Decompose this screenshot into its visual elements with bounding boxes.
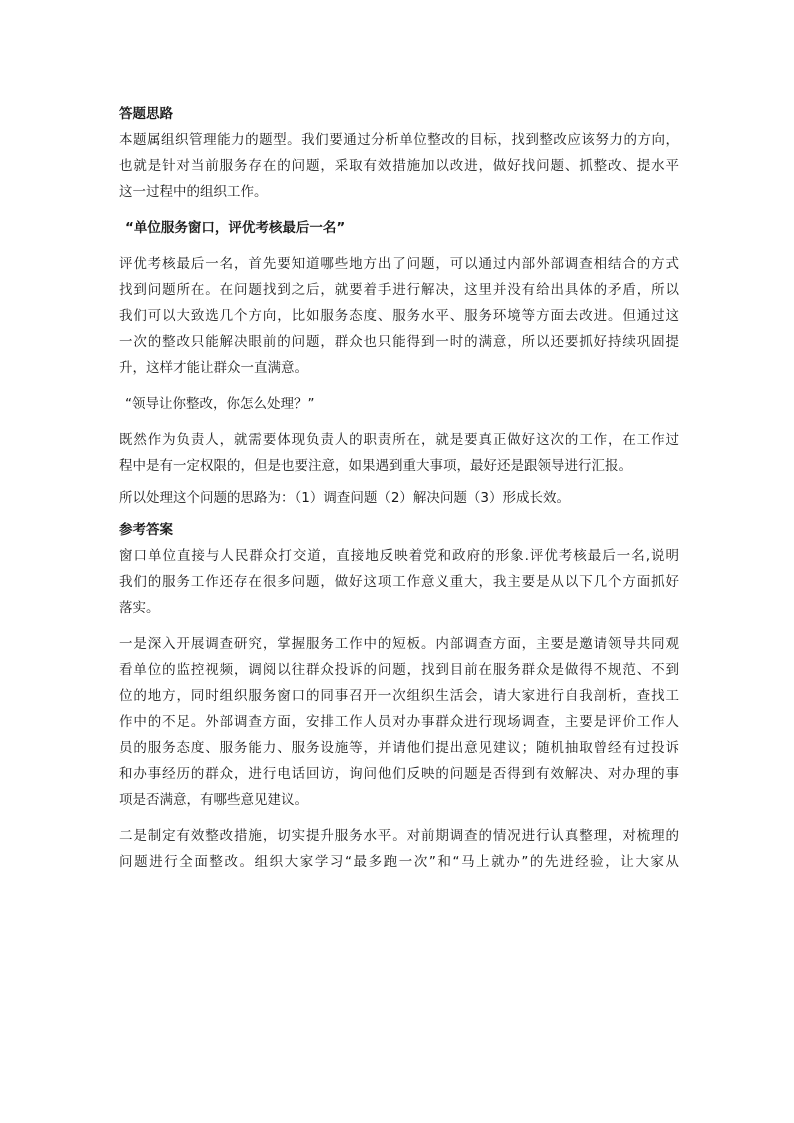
answer-intro-paragraph xyxy=(119,543,679,621)
point2-paragraph xyxy=(119,823,679,875)
quote-heading-1: “单位服务窗口，评优考核最后一名” xyxy=(125,220,346,236)
text-line: 也就是针对当前服务存在的问题，采取有效措施加以改进，做好找问题、抓整改、提水平 xyxy=(119,158,679,174)
quote2-paragraph xyxy=(119,427,679,479)
text-line: 窗口单位直接与人民群众打交道，直接地反映着党和政府的形象.评优考核最后一名,说明 xyxy=(119,548,679,564)
text-line: 二是制定有效整改措施，切实提升服务水平。对前期调查的情况进行认真整理，对梳理的 xyxy=(119,828,679,844)
answer-heading: 参考答案 xyxy=(119,522,173,538)
text-line: 我们可以大致选几个方向，比如服务态度、服务水平、服务环境等方面去改进。但通过这 xyxy=(119,308,679,324)
text-line: 程中是有一定权限的，但是也要注意，如果遇到重大事项，最好还是跟领导进行汇报。 xyxy=(119,458,632,474)
text-line: 这一过程中的组织工作。 xyxy=(119,184,268,200)
text-line: 一是深入开展调查研究，掌握服务工作中的短板。内部调查方面，主要是邀请领导共同观 xyxy=(119,636,679,652)
text-line: 所以处理这个问题的思路为：（1）调查问题（2）解决问题（3）形成长效。 xyxy=(119,490,571,506)
text-line: 项是否满意，有哪些意见建议。 xyxy=(119,792,308,808)
quote-heading-2: “领导让你整改，你怎么处理？” xyxy=(125,396,315,412)
text-line: 落实。 xyxy=(119,600,160,616)
text-line: 升，这样才能让群众一直满意。 xyxy=(119,360,308,376)
text-line: 本题属组织管理能力的题型。我们要通过分析单位整改的目标，找到整改应该努力的方向， xyxy=(119,132,679,148)
text-line: 评优考核最后一名，首先要知道哪些地方出了问题，可以通过内部外部调查相结合的方式 xyxy=(119,256,679,272)
text-line: 我们的服务工作还存在很多问题，做好这项工作意义重大，我主要是从以下几个方面抓好 xyxy=(119,574,679,590)
point1-paragraph xyxy=(119,631,679,813)
text-line: 看单位的监控视频，调阅以往群众投诉的问题，找到目前在服务群众是做得不规范、不到 xyxy=(119,662,679,678)
text-line: 员的服务态度、服务能力、服务设施等，并请他们提出意见建议；随机抽取曾经有过投诉 xyxy=(119,740,679,756)
text-line: 找到问题所在。在问题找到之后，就要着手进行解决，这里并没有给出具体的矛盾，所以 xyxy=(119,282,679,298)
text-line: 位的地方，同时组织服务窗口的同事召开一次组织生活会，请大家进行自我剖析，查找工 xyxy=(119,688,679,704)
thinking-paragraph xyxy=(119,127,679,205)
text-line: 既然作为负责人，就需要体现负责人的职责所在，就是要真正做好这次的工作，在工作过 xyxy=(119,432,679,448)
thinking-heading: 答题思路 xyxy=(119,106,173,122)
quote1-paragraph xyxy=(119,251,679,381)
text-line: 作中的不足。外部调查方面，安排工作人员对办事群众进行现场调查，主要是评价工作人 xyxy=(119,714,679,730)
document-page xyxy=(119,101,679,875)
approach-line xyxy=(119,485,679,511)
text-line: 和办事经历的群众，进行电话回访，询问他们反映的问题是否得到有效解决、对办理的事 xyxy=(119,766,679,782)
text-line: 一次的整改只能解决眼前的问题，群众也只能得到一时的满意，所以还要抓好持续巩固提 xyxy=(119,334,679,350)
text-line: 问题进行全面整改。组织大家学习“最多跑一次”和“马上就办”的先进经验，让大家从 xyxy=(119,854,679,870)
